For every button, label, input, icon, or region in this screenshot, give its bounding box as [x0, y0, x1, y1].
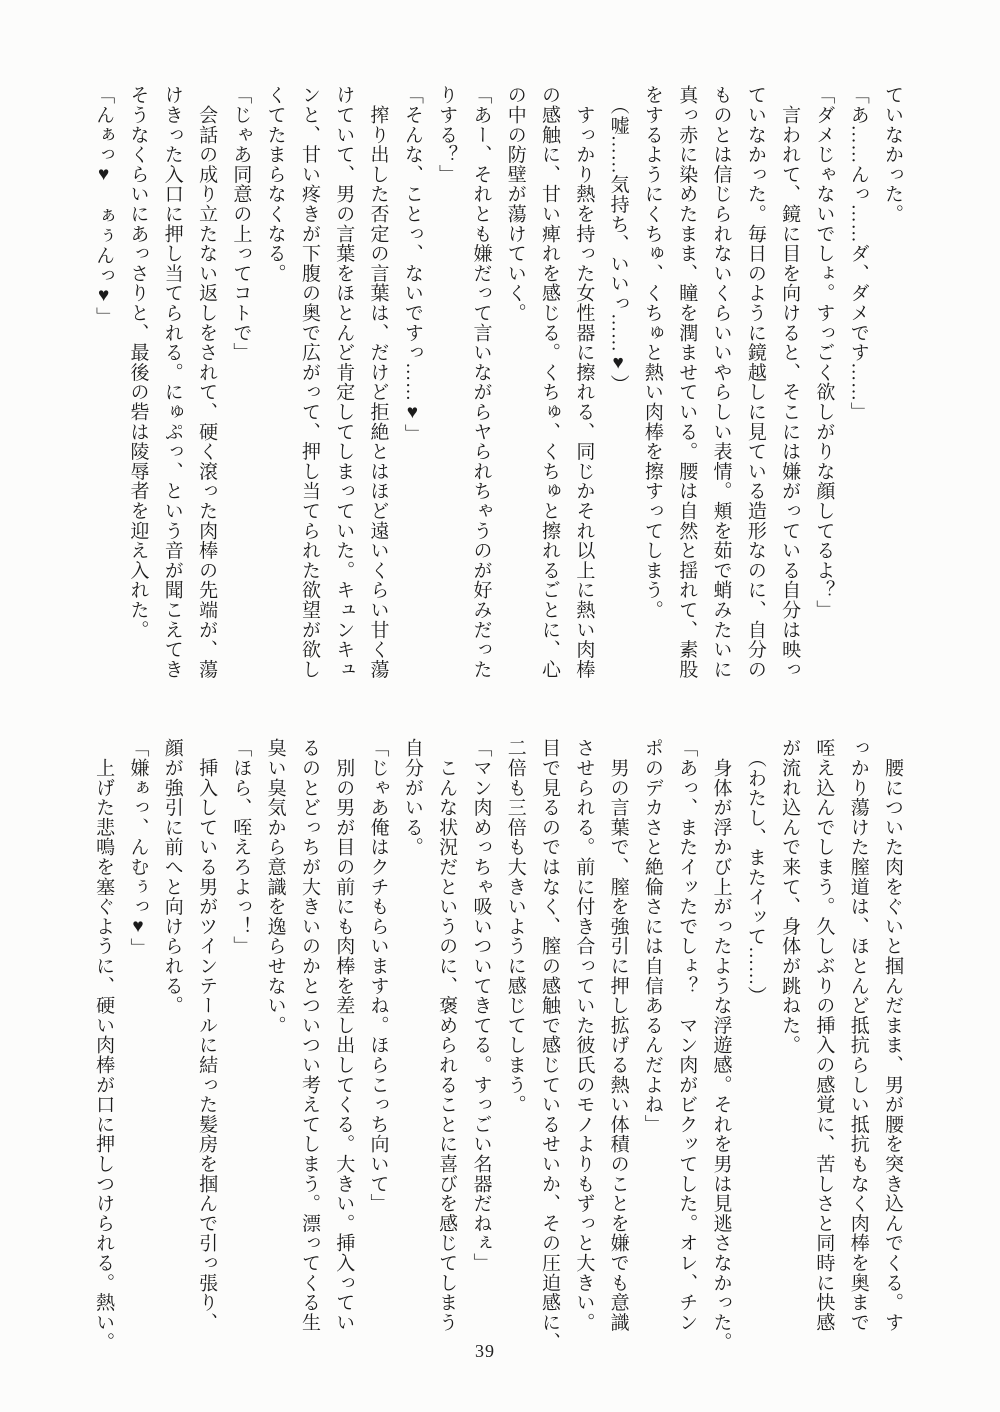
top-text-block [86, 85, 909, 717]
text-column: が流れ込んで来て、身体が跳ねた。 [779, 738, 801, 1055]
text-column: 真っ赤に染めたまま、瞳を潤ませている。腰は自然と揺れて、素股 [676, 85, 698, 679]
text-column: 搾り出した否定の言葉は、だけど拒絶とはほど遠いくらい甘く蕩 [367, 85, 389, 679]
text-column: 「あー、それとも嫌だって言いながらヤられちゃうのが好みだった [470, 85, 492, 679]
text-column: 上げた悲鳴を塞ぐように、硬い肉棒が口に押しつけられる。熱い。 [93, 738, 115, 1352]
text-column: るのとどっちが大きいのかとついつい考えてしまう。漂ってくる生 [298, 738, 320, 1332]
text-column: 「あっ、またイッたでしょ？ マン肉がビクッてした。オレ、チン [676, 738, 698, 1332]
text-column: 「ほら、咥えろよっ！」 [230, 738, 252, 956]
text-column: 言われて、鏡に目を向けると、そこには嫌がっている自分は映っ [779, 85, 801, 679]
text-column: 「マン肉めっちゃ吸いついてきてる。すっごい名器だねぇ」 [470, 738, 492, 1273]
text-column: 「嫌ぁっ、んむぅっ♥」 [127, 738, 149, 958]
text-column: ていなかった。毎日のように鏡越しに見ている造形なのに、自分の [744, 85, 766, 679]
text-column: 「じゃあ俺はクチもらいますね。ほらこっち向いて」 [367, 738, 389, 1214]
text-column: 顔が強引に前へと向けられる。 [161, 738, 183, 1016]
text-column: っかり蕩けた膣道は、ほとんど抵抗らしい抵抗もなく肉棒を奥まで [847, 738, 869, 1332]
text-column: 咥え込んでしまう。久しぶりの挿入の感覚に、苦しさと同時に快感 [813, 738, 835, 1332]
text-column: 身体が浮かび上がったような浮遊感。それを男は見逃さなかった。 [710, 738, 732, 1352]
text-column: すっかり熱を持った女性器に擦れる、同じかそれ以上に熱い肉棒 [573, 85, 595, 679]
text-column: の中の防壁が蕩けていく。 [504, 85, 526, 323]
text-column: 会話の成り立たない返しをされて、硬く滾った肉棒の先端が、蕩 [196, 85, 218, 679]
text-column: 「じゃあ同意の上ってコトで」 [230, 85, 252, 363]
text-column: 「ダメじゃないでしょ。すっごく欲しがりな顔してるよ？」 [813, 85, 835, 620]
text-column: の感触に、甘い痺れを感じる。くちゅ、くちゅと擦れるごとに、心 [539, 85, 561, 679]
text-column: ていなかった。 [882, 85, 903, 224]
text-column: 臭い臭気から意識を逸らせない。 [264, 738, 286, 1035]
text-column: 「あ……んっ……ダ、ダメです……」 [847, 85, 869, 422]
bottom-text-block [86, 738, 909, 1370]
text-column: をするようにくちゅ、くちゅと熱い肉棒を擦すってしまう。 [641, 85, 663, 620]
text-column: 挿入している男がツインテールに結った髪房を掴んで引っ張り、 [196, 738, 218, 1332]
text-column: くてたまらなくなる。 [264, 85, 286, 283]
text-column: こんな状況だというのに、褒められることに喜びを感じてしまう [436, 738, 458, 1332]
text-column: させられる。前に付き合っていた彼氏のモノよりもずっと大きい。 [573, 738, 595, 1332]
text-column: 「んぁっ♥ ぁぅんっ♥」 [93, 85, 115, 327]
text-column: （わたし、またイッて……） [744, 738, 766, 1006]
text-column: けきった入口に押し当てられる。にゅぷっ、という音が聞こえてき [161, 85, 183, 679]
text-column: 二倍も三倍も大きいように感じてしまう。 [504, 738, 526, 1115]
text-column: りする？」 [436, 85, 458, 184]
text-column: 「そんな、ことっ、ないですっ……♥」 [401, 85, 423, 444]
text-column: 別の男が目の前にも肉棒を差し出してくる。大きい。挿入ってい [333, 738, 355, 1332]
text-column: ポのデカさと絶倫さには自信あるんだよね」 [641, 738, 663, 1134]
text-column: そうなくらいにあっさりと、最後の砦は陵辱者を迎え入れた。 [127, 85, 149, 640]
text-column: 自分がいる。 [401, 738, 423, 857]
text-column: けていて、男の言葉をほとんど肯定してしまっていた。キュンキュ [333, 85, 355, 679]
text-column: 腰についた肉をぐいと掴んだまま、男が腰を突き込んでくる。す [882, 738, 903, 1332]
text-column: ものとは信じられないくらいいやらしい表情。頬を茹で蛸みたいに [710, 85, 732, 679]
text-column: 男の言葉で、膣を強引に押し拡げる熱い体積のことを嫌でも意識 [607, 738, 629, 1332]
page-number: 39 [475, 1341, 495, 1361]
text-column: 目で見るのではなく、膣の感触で感じているせいか、その圧迫感に、 [539, 738, 561, 1352]
text-column: （嘘……気持ち、いいっ……♥） [607, 85, 629, 395]
text-column: ンと、甘い疼きが下腹の奥で広がって、押し当てられた欲望が欲し [298, 85, 320, 679]
